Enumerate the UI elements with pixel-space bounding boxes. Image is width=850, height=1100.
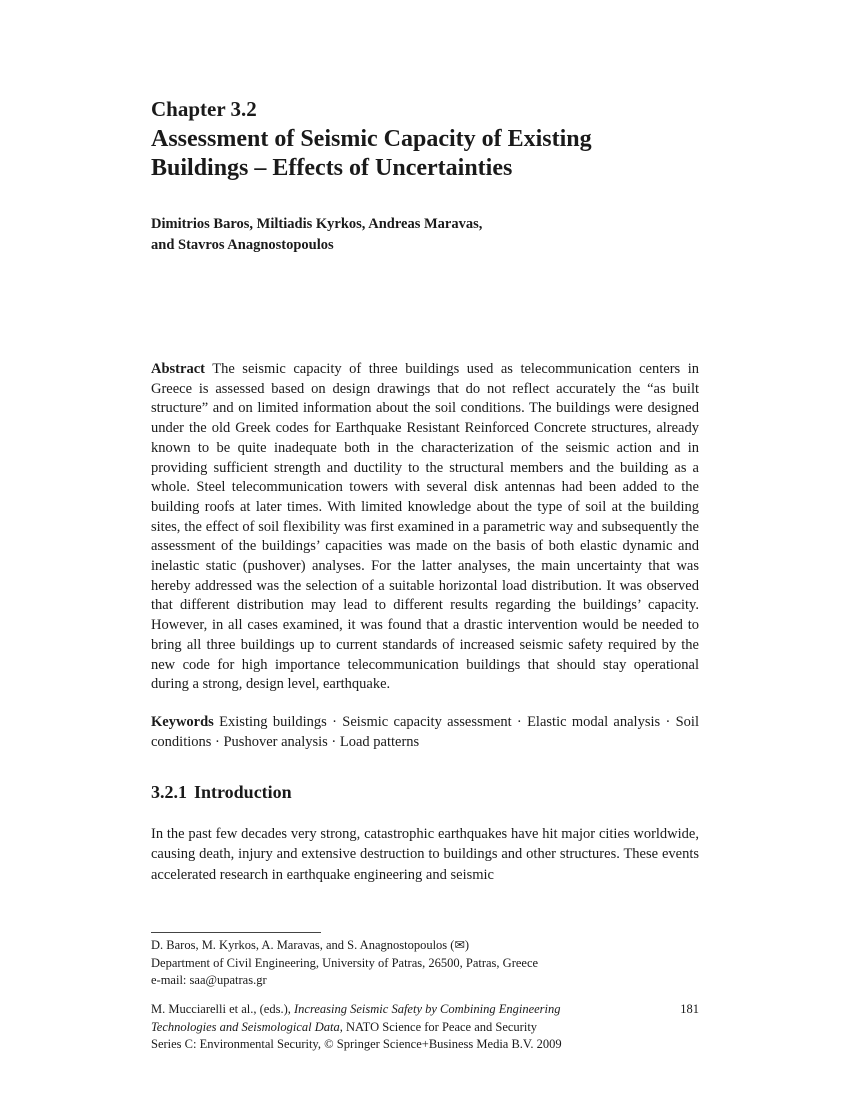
keywords-text: Existing buildings · Seismic capacity assessment · Elastic modal analysis · Soil conditions · Pushover analysis · Load patterns [151, 713, 699, 750]
footnote-divider [151, 932, 321, 933]
page-number: 181 [680, 1002, 699, 1016]
footnote-authors: D. Baros, M. Kyrkos, A. Maravas, and S. Anagnostopoulos (✉) [151, 938, 470, 952]
footnote-affiliation: Department of Civil Engineering, University of Patras, 26500, Patras, Greece [151, 955, 539, 970]
section-heading [151, 781, 699, 803]
abstract-label: Abstract [151, 361, 205, 377]
citation [151, 1001, 621, 1054]
section-number: 3.2.1 [151, 781, 187, 802]
intro-paragraph: In the past few decades very strong, catastrophic earthquakes have hit major cities worldwide, causing death, injury and extensive destruction to buildings and other structures. These events accelerated research in earthquake engineering and seismic [151, 825, 699, 883]
abstract [151, 360, 699, 695]
keywords [151, 712, 699, 752]
chapter-label: Chapter 3.2 [151, 97, 257, 121]
author-list [151, 214, 699, 256]
keywords-label: Keywords [151, 713, 214, 730]
citation-series-1: , NATO Science for Peace and Security [339, 1019, 538, 1034]
chapter-title [151, 125, 699, 183]
chapter-title-line2: Buildings – Effects of Uncertainties [151, 155, 513, 181]
footnote [151, 937, 699, 990]
footnote-email: e-mail: saa@upatras.gr [151, 973, 267, 987]
citation-line1 [151, 1001, 621, 1019]
citation-editors: M. Mucciarelli et al., (eds.), [151, 1002, 291, 1016]
authors-line1: Dimitrios Baros, Miltiadis Kyrkos, Andreas Maravas, [151, 216, 483, 232]
citation-line2 [151, 1019, 621, 1037]
citation-series-2: Series C: Environmental Security, © Springer Science+Business Media B.V. 2009 [151, 1037, 562, 1051]
citation-book-title-1: Increasing Seismic Safety by Combining Engineering [294, 1002, 561, 1016]
authors-line2: and Stavros Anagnostopoulos [151, 237, 334, 253]
section-title: Introduction [194, 781, 292, 802]
abstract-text: The seismic capacity of three buildings used as telecommunication centers in Greece is assessed based on design drawings that do not reflect accurately the “as built structure” and on limited information about the soil conditions. The buildings were designed under the old Greek codes for Earthquake Resistant Reinforced Concrete structures, already known to be quite inadequate both in the characterization of the seismic action and in providing sufficient strength and ductility to the structural members and the building as a whole. Steel telecommunication towers with several disk antennas had been added to the building roofs at later times. With limited knowledge about the type of soil at the building sites, the effect of soil flexibility was first examined in a parametric way and subsequently the assessment of the buildings’ capacities was made on the basis of both elastic dynamic and inelastic static (pushover) analyses. For the latter analyses, the main uncertainty that was hereby addressed was the selection of a suitable horizontal load distribution. It was observed that different distribution may lead to different results regarding the buildings’ capacity. However, in all cases examined, it was found that a drastic intervention would be needed to bring all three buildings up to current standards of increased seismic safety required by the new code for high importance telecommunication buildings that should stay operational during a strong, design level, earthquake. [151, 361, 699, 693]
citation-book-title-2: Technologies and Seismological Data [151, 1019, 340, 1034]
paper-page [151, 96, 699, 900]
chapter-title-line1: Assessment of Seismic Capacity of Existing [151, 126, 592, 152]
